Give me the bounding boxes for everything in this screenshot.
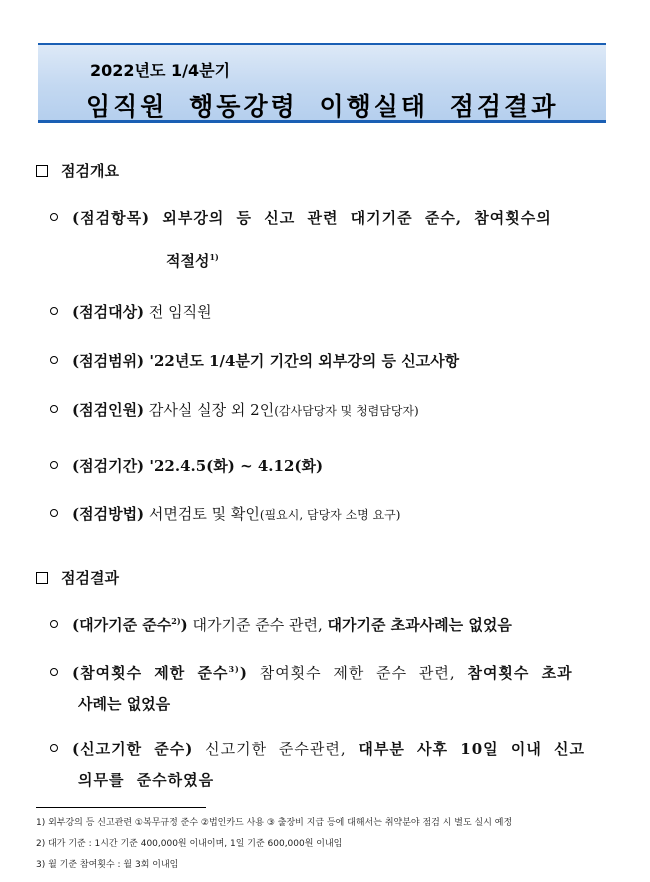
list-item [50,199,610,237]
list-item-continuation: 사례는 없었음 [78,695,171,713]
footnote-3: 3) 월 기준 참여횟수 : 월 3회 이내임 [36,860,179,870]
list-item [50,447,610,485]
page-title: 임직원 행동강령 이행실태 점검결과 [86,92,559,121]
item-text: 서면검토 및 확인 [144,505,260,523]
title-banner [38,43,606,123]
circle-bullet-icon [50,307,58,315]
list-item [50,602,610,644]
item-label: (점검범위) [72,352,145,370]
list-item [50,293,610,331]
item-label: (점검대상) [72,303,145,321]
circle-bullet-icon [50,744,58,752]
item-text: 전 임직원 [144,303,212,321]
circle-bullet-icon [50,461,58,469]
item-continuation: 적절성 [166,252,210,270]
footnote-1: 1) 외부강의 등 신고관련 ①복무규정 준수 ②법인카드 사용 ③ 출장비 지급 등에 대해서는 취약분야 점검 시 별도 실시 예정 [36,818,513,828]
item-label: (점검방법) [72,505,145,523]
item-note: (감사담당자 및 청렴담당자) [274,404,419,418]
list-item [50,342,610,380]
checkbox-square-icon [36,165,48,177]
list-item-continuation [166,247,219,271]
item-text: 신고기한 준수관련, [193,740,359,758]
item-text-bold: 대부분 사후 10일 이내 신고 [358,740,586,758]
checkbox-square-icon [36,572,48,584]
footnote-ref: 2) [171,616,181,626]
page-subtitle: 2022년도 1/4분기 [90,61,231,80]
item-label-end: ) [180,616,188,634]
section-overview-heading [36,160,119,181]
list-item [50,495,610,534]
item-label: (점검인원) [72,401,145,419]
circle-bullet-icon [50,509,58,517]
item-text-bold: 대가기준 초과사례는 없었음 [327,616,512,634]
list-item-continuation: 의무를 준수하였음 [78,771,215,789]
item-label: (점검항목) [72,209,151,227]
footnote-ref: 3) [228,664,240,674]
circle-bullet-icon [50,356,58,364]
item-note: (필요시, 담당자 소명 요구) [259,508,401,522]
item-label: (참여횟수 제한 준수 [72,664,229,682]
item-text: 감사실 실장 외 2인 [144,401,275,419]
item-text-bold: 참여횟수 초과 [467,664,573,682]
footnote-2: 2) 대가 기준 : 1시간 기준 400,000원 이내이며, 1일 기준 600,000원 이내임 [36,839,343,849]
footnote-divider [36,807,206,808]
item-label: (대가기준 준수 [72,616,172,634]
list-item [50,730,610,768]
section-results-heading [36,567,119,588]
item-label: (신고기한 준수) [72,740,194,758]
item-text: 외부강의 등 신고 관련 대기기준 준수, 참여횟수의 [150,209,552,227]
item-text: '22.4.5(화) ~ 4.12(화) [144,457,324,475]
circle-bullet-icon [50,213,58,221]
circle-bullet-icon [50,668,58,676]
item-text: 대가기준 준수 관련, [187,616,328,634]
section-title: 점검결과 [61,569,119,587]
list-item [50,391,610,430]
list-item [50,650,610,692]
section-title: 점검개요 [61,162,119,180]
item-label-end: ) [239,664,248,682]
item-text: 참여횟수 제한 준수 관련, [247,664,468,682]
circle-bullet-icon [50,405,58,413]
item-label: (점검기간) [72,457,145,475]
footnote-ref: 1) [209,252,219,262]
item-text: '22년도 1/4분기 기간의 외부강의 등 신고사항 [144,352,460,370]
circle-bullet-icon [50,620,58,628]
